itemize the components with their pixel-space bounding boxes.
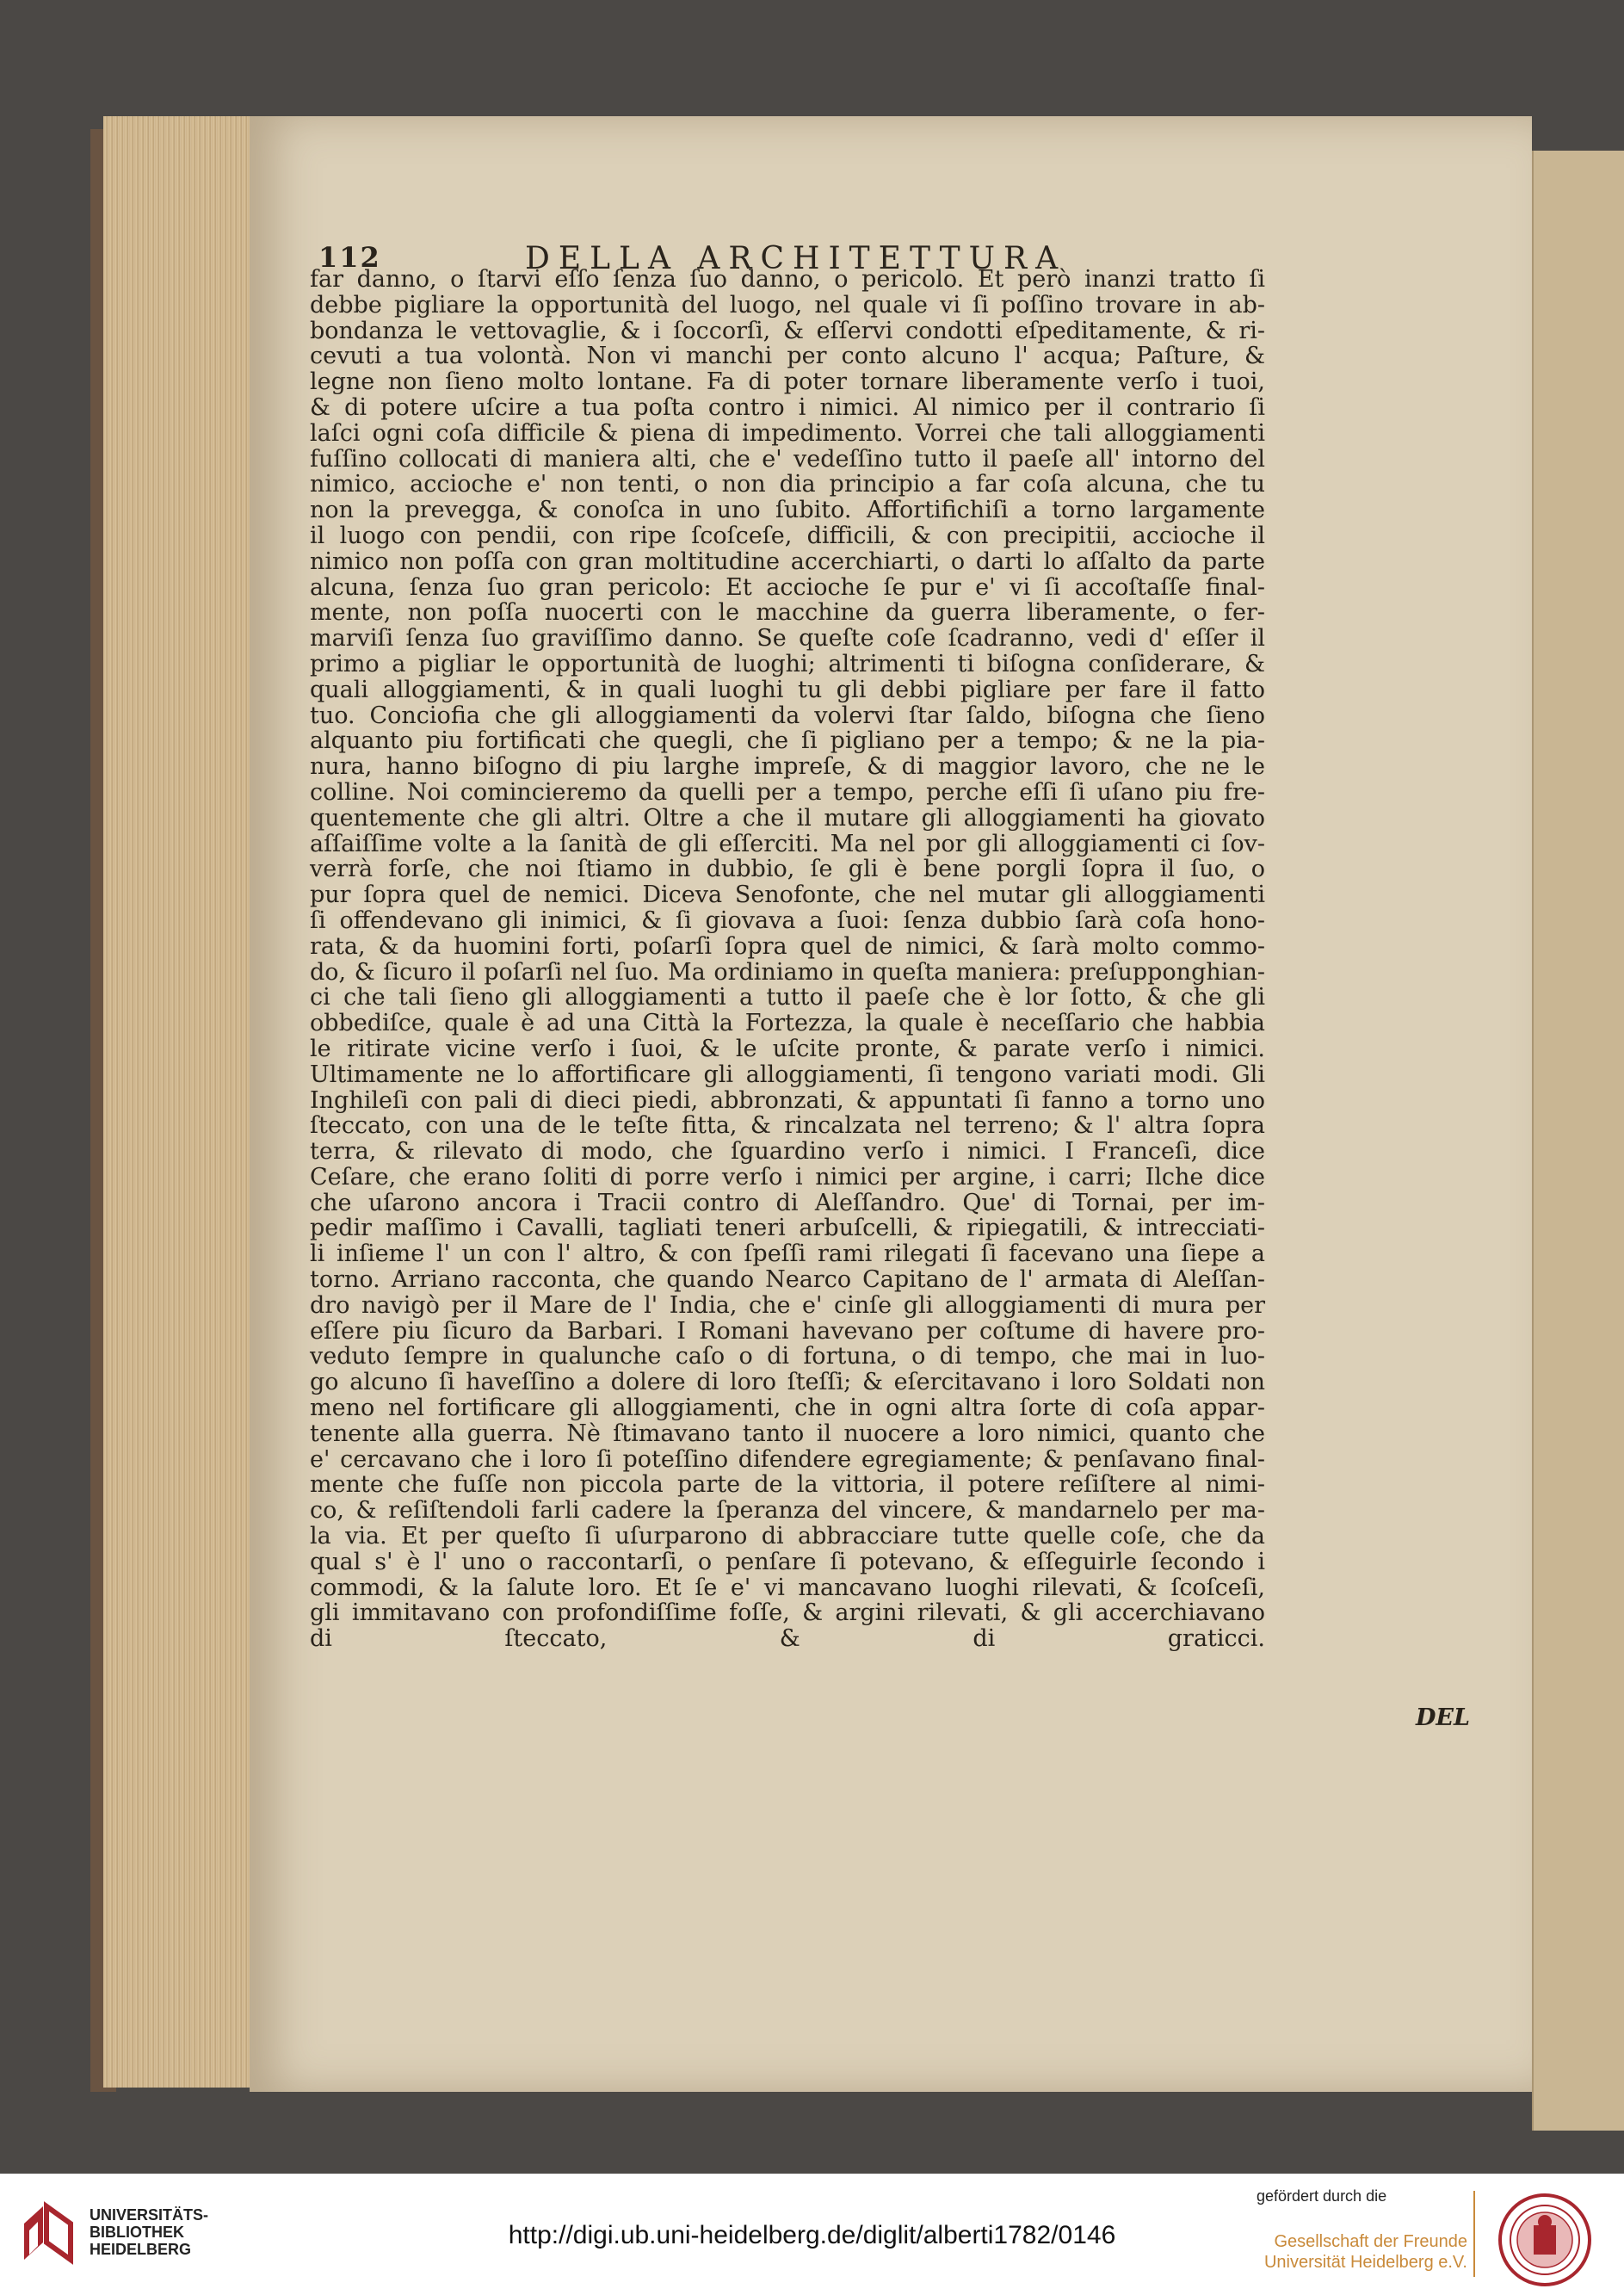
text-line: li inſieme l' un con l' altro, & con ſpeſſi rami rilegati ſi facevano una ſiepe a <box>310 1240 1265 1268</box>
text-line: la via. Et per queſto ſi uſurparono di abbracciare tutte quelle coſe, che da <box>310 1523 1265 1550</box>
permalink[interactable]: http://digi.ub.uni-heidelberg.de/diglit/alberti1782/0146 <box>508 2221 1116 2249</box>
text-line: di ſteccato, & di graticci. <box>310 1625 1265 1653</box>
text-line: laſci ogni coſa difficile & piena di impedimento. Vorrei che tali alloggiamenti <box>310 419 1265 447</box>
facing-page-edge <box>1532 151 1624 2131</box>
text-line: tenente alla guerra. Nè ſtimavano tanto il nuocere a loro nimici, quanto che <box>310 1420 1265 1447</box>
text-line: eſſere piu ſicuro da Barbari. I Romani havevano per coſtume di havere pro- <box>310 1317 1265 1345</box>
text-line: pedir maſſimo i Cavalli, tagliati teneri arbuſcelli, & ripiegatili, & intrecciati- <box>310 1215 1265 1242</box>
text-line: debbe pigliare la opportunità del luogo, nel quale vi ſi poſſino trovare in ab- <box>310 291 1265 319</box>
text-line: primo a pigliar le opportunità de luoghi; altrimenti ti biſogna conſiderare, & <box>310 650 1265 677</box>
text-line: verrà forſe, che noi ſtiamo in dubbio, ſe gli è bene porgli ſopra il ſuo, o <box>310 856 1265 883</box>
footer-bar <box>0 2174 1624 2295</box>
sponsor-divider <box>1473 2191 1475 2277</box>
text-line: fuſſino collocati di maniera alti, che e' vedeſſino tutto il paeſe all' intorno del <box>310 445 1265 473</box>
page-number: 112 <box>318 241 381 274</box>
library-name-line: UNIVERSITÄTS- <box>90 2206 209 2224</box>
text-line: rata, & da huomini forti, poſarſi ſopra quel de nimici, & ſarà molto commo- <box>310 932 1265 960</box>
text-line: e' cercavano che i loro ſi poteſſino difendere egregiamente; & penſavano final- <box>310 1445 1265 1473</box>
running-head-title: DELLA ARCHITETTURA <box>525 241 1067 276</box>
text-line: obbediſce, quale è ad una Città la Fortezza, la quale è neceſſario che habbia <box>310 1010 1265 1037</box>
text-line: legne non ſieno molto lontane. Fa di poter tornare liberamente verſo i tuoi, <box>310 368 1265 396</box>
text-line: go alcuno ſi haveſſino a dolere di loro ſteſſi; & eſercitavano i loro Soldati non <box>310 1369 1265 1396</box>
text-line: dro navigò per il Mare de l' India, che e' cinſe gli alloggiamenti di mura per <box>310 1291 1265 1319</box>
text-line: nimico non poſſa con gran moltitudine accerchiarti, o darti lo aſſalto da parte <box>310 547 1265 575</box>
text-line: veduto ſempre in qualunche caſo o di fortuna, o di tempo, che mai in luo- <box>310 1343 1265 1370</box>
text-line: & di potere uſcire a tua poſta contro i nimici. Al nimico per il contrario ſi <box>310 393 1265 421</box>
university-seal-icon <box>1497 2193 1592 2287</box>
text-line: il luogo con pendii, con ripe ſcoſceſe, difficili, & con precipitii, accioche il <box>310 522 1265 549</box>
text-line: cevuti a tua volontà. Non vi manchi per conto alcuno l' acqua; Paſture, & <box>310 343 1265 370</box>
text-line: le ritirate vicine verſo i ſuoi, & le uſcite pronte, & parate verſo i nimici. <box>310 1035 1265 1062</box>
sponsor-label: gefördert durch die <box>1257 2187 1387 2205</box>
text-line: torno. Arriano racconta, che quando Nearco Capitano de l' armata di Aleſſan- <box>310 1266 1265 1294</box>
text-line: pur ſopra quel de nemici. Diceva Senofonte, che nel mutar gli alloggiamenti <box>310 882 1265 909</box>
text-line: nura, hanno biſogno di piu larghe impreſe, & di maggior lavoro, che ne le <box>310 753 1265 781</box>
text-line: ſteccato, con una de le teſte fitta, & rincalzata nel terreno; & l' altra ſopra <box>310 1112 1265 1140</box>
library-name-line: HEIDELBERG <box>90 2241 192 2258</box>
sponsor-name-line: Gesellschaft der Freunde <box>1274 2232 1467 2251</box>
text-line: non la prevegga, & conoſca in uno ſubito. Affortifichiſi a torno largamente <box>310 497 1265 524</box>
text-line: commodi, & la ſalute loro. Et ſe e' vi mancavano luoghi rilevati, & ſcoſceſi, <box>310 1574 1265 1601</box>
text-line: do, & ſicuro il poſarſi nel ſuo. Ma ordiniamo in queſta maniera: preſupponghian- <box>310 958 1265 986</box>
sponsor-name[interactable] <box>1261 2231 1467 2273</box>
text-line: meno nel fortificare gli alloggiamenti, che in ogni altra ſorte di coſa appar- <box>310 1395 1265 1422</box>
text-line: Ceſare, che erano ſoliti di porre verſo i nimici per argine, i carri; Ilche dice <box>310 1163 1265 1191</box>
text-line: ci che tali ſieno gli alloggiamenti a tutto il paeſe che è lor ſotto, & che gli <box>310 984 1265 1011</box>
text-line: alcuna, ſenza ſuo gran pericolo: Et accioche ſe pur e' vi ſi accoſtaſſe final- <box>310 573 1265 601</box>
text-line: Inghileſi con pali di dieci piedi, abbronzati, & appuntati ſi fanno a torno uno <box>310 1086 1265 1114</box>
text-line: qual s' è l' uno o raccontarſi, o penſare ſi potevano, & eſſeguirle ſecondo i <box>310 1548 1265 1575</box>
page-edges <box>103 116 254 2088</box>
text-line: marviſi ſenza ſuo graviſſimo danno. Se queſte coſe ſcadranno, vedi d' eſſer il <box>310 625 1265 653</box>
text-line: tuo. Conciofia che gli alloggiamenti da volervi ſtar ſaldo, biſogna che ſieno <box>310 702 1265 729</box>
text-line: far danno, o ſtarvi eſſo ſenza ſuo danno, o pericolo. Et però inanzi tratto ſi <box>310 266 1265 293</box>
text-line: Ultimamente ne lo affortificare gli alloggiamenti, ſi tengono variati modi. Gli <box>310 1061 1265 1088</box>
text-line: mente, non poſſa nuocerti con le macchine da guerra liberamente, o fer- <box>310 599 1265 627</box>
text-line: aſſaiſſime volte a la ſanità de gli eſſerciti. Ma nel por gli alloggiamenti ci ſov- <box>310 830 1265 857</box>
library-name-line: BIBLIOTHEK <box>90 2224 184 2241</box>
sponsor-name-line: Universität Heidelberg e.V. <box>1263 2253 1467 2272</box>
text-line: che uſarono ancora i Tracii contro di Aleſſandro. Que' di Tornai, per im- <box>310 1189 1265 1216</box>
text-line: ſi offendevano gli inimici, & ſi giovava a ſuoi: ſenza dubbio ſarà coſa hono- <box>310 906 1265 934</box>
catchword: DEL <box>1416 1704 1470 1731</box>
text-line: quentemente che gli altri. Oltre a che il mutare gli alloggiamenti ha giovato <box>310 804 1265 832</box>
text-line: gli immitavano con profondiſſime foſſe, & argini rilevati, & gli accerchiavano <box>310 1599 1265 1627</box>
text-line: alquanto piu fortificati che quegli, che ſi pigliano per a tempo; & ne la pia- <box>310 727 1265 755</box>
text-line: terra, & rilevato di modo, che ſguardino verſo i nimici. I Franceſi, dice <box>310 1138 1265 1166</box>
text-line: co, & reſiſtendoli farli cadere la ſperanza del vincere, & mandarnelo per ma- <box>310 1497 1265 1525</box>
text-line <box>310 1652 1265 1678</box>
text-line: quali alloggiamenti, & in quali luoghi tu gli debbi pigliare per fare il fatto <box>310 676 1265 703</box>
text-line: nimico, accioche e' non tenti, o non dia principio a far coſa alcuna, che tu <box>310 471 1265 498</box>
text-line: bondanza le vettovaglie, & i ſoccorſi, & eſſervi condotti eſpeditamente, & ri- <box>310 317 1265 344</box>
text-line: colline. Noi comincieremo da quelli per a tempo, perche eſſi ſi uſano piu fre- <box>310 778 1265 806</box>
body-text <box>310 266 1470 1868</box>
text-line: mente che fuſſe non piccola parte de la vittoria, il potere reſiſtere al nimi- <box>310 1471 1265 1499</box>
